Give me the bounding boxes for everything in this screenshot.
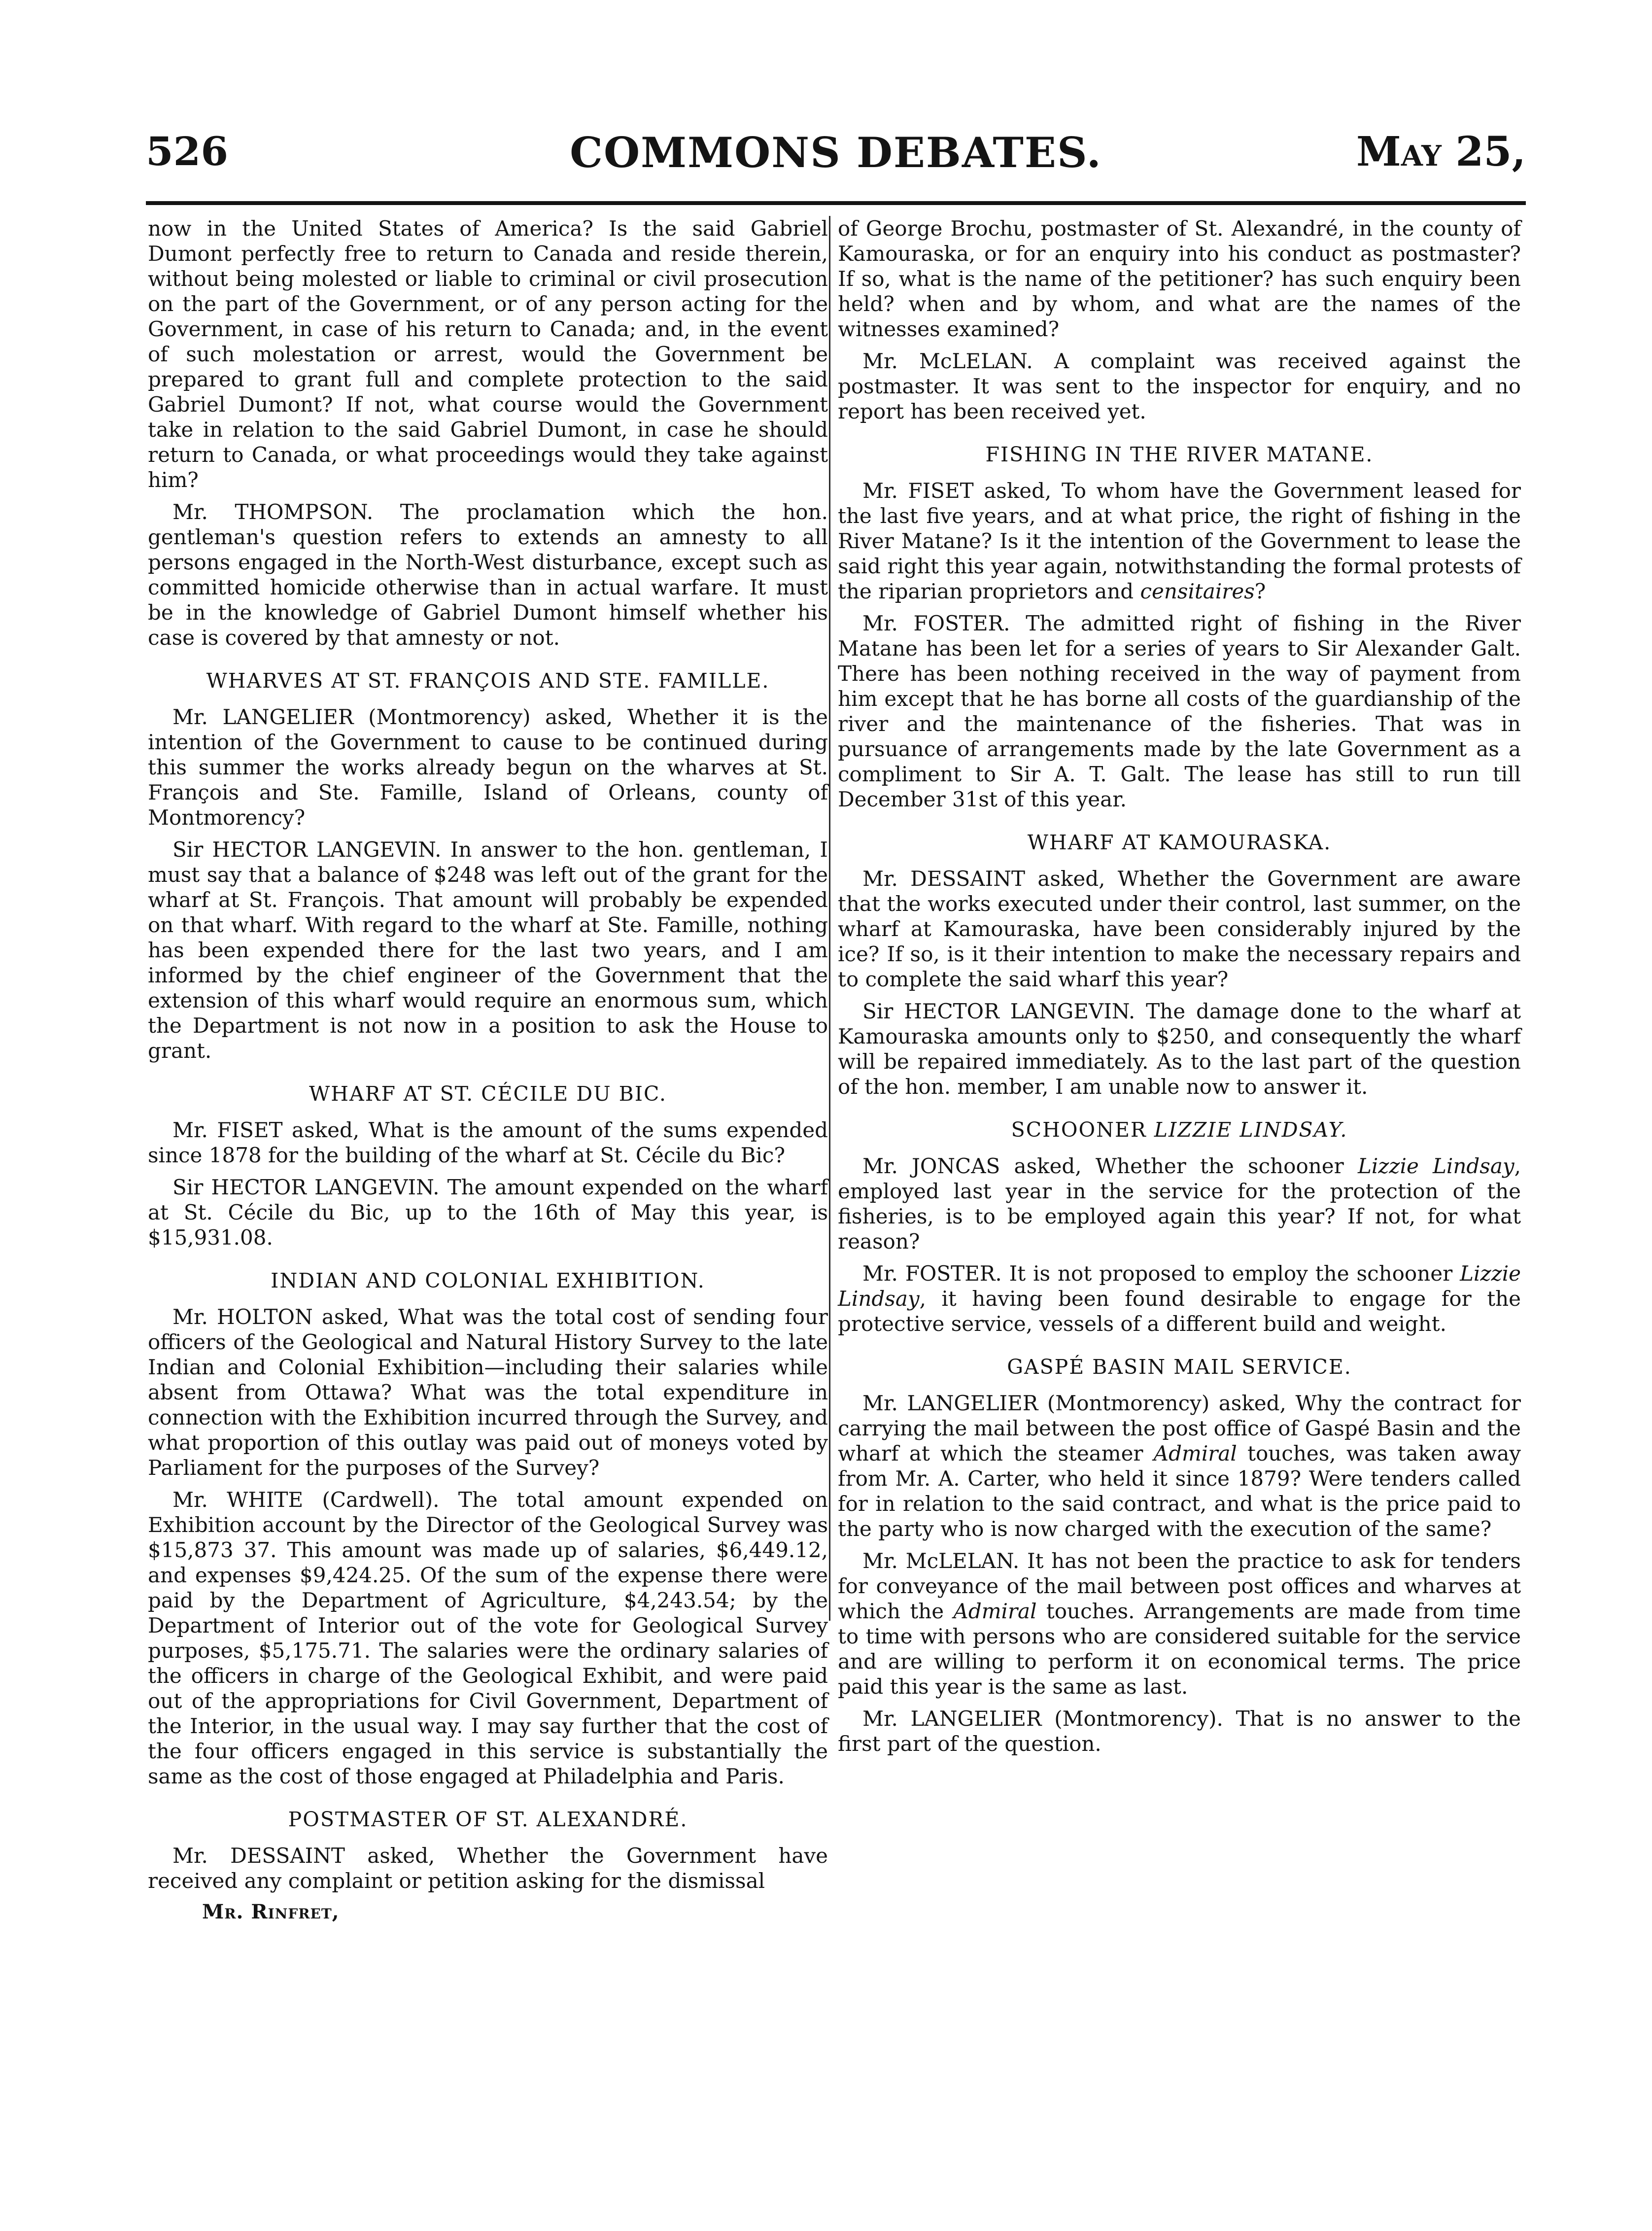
page-number: 526	[146, 128, 228, 174]
running-footer-name: Mr. Rinfret,	[202, 1900, 340, 1923]
paragraph-fiset-matane-question	[838, 478, 1521, 604]
italic-vessel-name: Lizzie Lindsay	[1357, 1154, 1514, 1178]
heading-postmaster-st-alexandre: POSTMASTER OF ST. ALEXANDRÉ.	[288, 1808, 688, 1831]
paragraph-mclelan-answer: Mr. McLELAN. A complaint was received against the postmaster. It was sent to the inspector for enquiry, and no report has been received yet.	[838, 349, 1521, 423]
heading-fishing-river-matane: FISHING IN THE RIVER MATANE.	[985, 443, 1374, 466]
text-run: Mr. JONCAS asked, Whether the schooner	[862, 1154, 1358, 1178]
paragraph-thompson-answer: Mr. THOMPSON. The proclamation which the hon. gentleman's question refers to extends an amnesty to all persons engaged in the North-West disturbance, except such as committed homicide otherwise than in actual warfare. It must be in the knowledge of Gabriel Dumont himself whether his case is covered by that amnesty or not.	[148, 500, 828, 650]
text-run: Mr. FISET asked, To whom have the Government leased for the last five years, and at what price, the right of fishing in the River Matane? Is it the intention of the Government to lease the said right this year again, notwithstanding the formal protests of the riparian proprietors and	[838, 479, 1521, 603]
text-run: ?	[1254, 579, 1266, 603]
paragraph-foster-matane-answer: Mr. FOSTER. The admitted right of fishing in the River Matane has been let for a series of years to Sir Alexander Galt. There has been nothing received in the way of payment from him except that he has borne all costs of the guardianship of the river and the maintenance of the fisheries. That was in pursuance of arrangements made by the late Government as a compliment to Sir A. T. Galt. The lease has still to run till December 31st of this year.	[838, 611, 1521, 811]
paragraph-joncas-question	[838, 1153, 1521, 1254]
italic-term: censitaires	[1140, 579, 1255, 603]
heading-indian-colonial-exhibition: INDIAN AND COLONIAL EXHIBITION.	[271, 1269, 705, 1292]
running-title: COMMONS DEBATES.	[570, 128, 1102, 177]
heading-wharf-kamouraska: WHARF AT KAMOURASKA.	[1027, 831, 1332, 854]
italic-vessel-name: Admiral	[953, 1599, 1037, 1623]
paragraph-langelier-rejoinder: Mr. LANGELIER (Montmorency). That is no answer to the first part of the question.	[838, 1707, 1521, 1756]
text-run: touches, was taken away from Mr. A. Carter, who held it since 1879? Were tenders called for in relation to the said contract, and what is the price paid to the party who is now charged with the execution of the same?	[838, 1441, 1521, 1541]
heading-wharves-st-francois: WHARVES AT ST. FRANÇOIS AND STE. FAMILLE.	[206, 669, 770, 693]
column-divider	[829, 216, 830, 1621]
paragraph-foster-schooner-answer	[838, 1261, 1521, 1336]
paragraph-langevin-kamouraska-answer: Sir HECTOR LANGEVIN. The damage done to the wharf at Kamouraska amounts only to $250, and consequently the wharf will be repaired immediately. As to the last part of the question of the hon. member, I am unable now to answer it.	[838, 999, 1521, 1099]
heading-schooner-lizzie-lindsay	[838, 1117, 1521, 1143]
left-column	[148, 216, 828, 1923]
heading-italic-text: LIZZIE LINDSAY.	[1154, 1118, 1348, 1142]
heading-text: SCHOONER	[1011, 1118, 1154, 1142]
header-rule	[146, 201, 1526, 205]
text-run: , employed last year in the service for the protection of the fisheries, is to be employed again this year? If not, for what reason?	[838, 1154, 1521, 1254]
text-run: Mr. FOSTER. It is not proposed to employ the schooner	[862, 1261, 1460, 1286]
paragraph-white-answer: Mr. WHITE (Cardwell). The total amount expended on Exhibition account by the Director of the Geological Survey was $15,873 37. This amount was made up of salaries, $6,449.12, and expenses $9,424.25. Of the sum of the expense there were paid by the Department of Agriculture, $4,243.54; by the Department of Interior out of the vote for Geological Survey purposes, $5,175.71. The salaries were the ordinary salaries of the officers in charge of the Geological Exhibit, and were paid out of the appropriations for Civil Government, Department of the Interior, in the usual way. I may say further that the cost of the four officers engaged in this service is substantially the same as the cost of those engaged at Philadelphia and Paris.	[148, 1488, 828, 1788]
heading-wharf-st-cecile: WHARF AT ST. CÉCILE DU BIC.	[309, 1082, 667, 1106]
paragraph-holton-question: Mr. HOLTON asked, What was the total cost of sending four officers of the Geological and Natural History Survey to the late Indian and Colonial Exhibition—including their salaries while absent from Ottawa? What was the total expenditure in connection with the Exhibition incurred through the Survey, and what proportion of this outlay was paid out of moneys voted by Parliament for the purposes of the Survey?	[148, 1305, 828, 1480]
page-header	[146, 123, 1526, 192]
text-run: Mr. LANGELIER (Montmorency) asked, Why the contract for carrying the mail between the post office of Gaspé Basin and the wharf at which the steamer	[838, 1391, 1521, 1465]
text-run: Mr. McLELAN. It has not been the practice to ask for tenders for conveyance of the mail between post offices and wharves at which the	[838, 1549, 1521, 1623]
paragraph-dessaint-kamouraska-question: Mr. DESSAINT asked, Whether the Government are aware that the works executed under their control, last summer, on the wharf at Kamouraska, have been considerably injured by the ice? If so, is it their intention to make the necessary repairs and to complete the said wharf this year?	[838, 867, 1521, 991]
text-run: touches. Arrangements are made from time to time with persons who are considered suitable for the service and are willing to perform it on economical terms. The price paid this year is the same as last.	[838, 1599, 1521, 1699]
paragraph-langelier-gaspe-question	[838, 1391, 1521, 1541]
italic-vessel-name: Lizzie Lindsay	[838, 1261, 1521, 1311]
paragraph-dessaint-question-cont: of George Brochu, postmaster of St. Alexandré, in the county of Kamouraska, or for an enquiry into his conduct as postmaster? If so, what is the name of the petitioner? has such enquiry been held? when and by whom, and what are the names of the witnesses examined?	[838, 216, 1521, 341]
paragraph-langevin-bic-answer: Sir HECTOR LANGEVIN. The amount expended on the wharf at St. Cécile du Bic, up to the 16th of May this year, is $15,931.08.	[148, 1175, 828, 1250]
heading-gaspe-basin-mail: GASPÉ BASIN MAIL SERVICE.	[1007, 1355, 1352, 1379]
paragraph-langelier-question: Mr. LANGELIER (Montmorency) asked, Whether it is the intention of the Government to cause to be continued during this summer the works already begun on the wharves at St. François and Ste. Famille, Island of Orleans, county of Montmorency?	[148, 705, 828, 830]
paragraph-dumont-question-cont: now in the United States of America? Is the said Gabriel Dumont perfectly free to return to Canada and reside therein, without being molested or liable to criminal or civil prosecution on the part of the Government, or of any person acting for the Government, in case of his return to Canada; and, in the event of such molestation or arrest, would the Government be prepared to grant full and complete protection to the said Gabriel Dumont? If not, what course would the Government take in relation to the said Gabriel Dumont, in case he should return to Canada, or what proceedings would they take against him?	[148, 216, 828, 492]
italic-vessel-name: Admiral	[1153, 1441, 1237, 1465]
right-column	[838, 216, 1521, 1763]
page-date: May 25,	[1356, 128, 1526, 175]
paragraph-dessaint-question: Mr. DESSAINT asked, Whether the Government have received any complaint or petition asking for the dismissal	[148, 1844, 828, 1893]
text-run: , it having been found desirable to engage for the protective service, vessels of a different build and weight.	[838, 1287, 1521, 1336]
paragraph-mclelan-gaspe-answer	[838, 1548, 1521, 1699]
paragraph-langevin-answer: Sir HECTOR LANGEVIN. In answer to the hon. gentleman, I must say that a balance of $248 was left out of the grant for the wharf at St. François. That amount will probably be expended on that wharf. With regard to the wharf at Ste. Famille, nothing has been expended there for the last two years, and I am informed by the chief engineer of the Government that the extension of this wharf would require an enormous sum, which the Department is not now in a position to ask the House to grant.	[148, 837, 828, 1063]
paragraph-fiset-question: Mr. FISET asked, What is the amount of the sums expended since 1878 for the building of the wharf at St. Cécile du Bic?	[148, 1118, 828, 1167]
